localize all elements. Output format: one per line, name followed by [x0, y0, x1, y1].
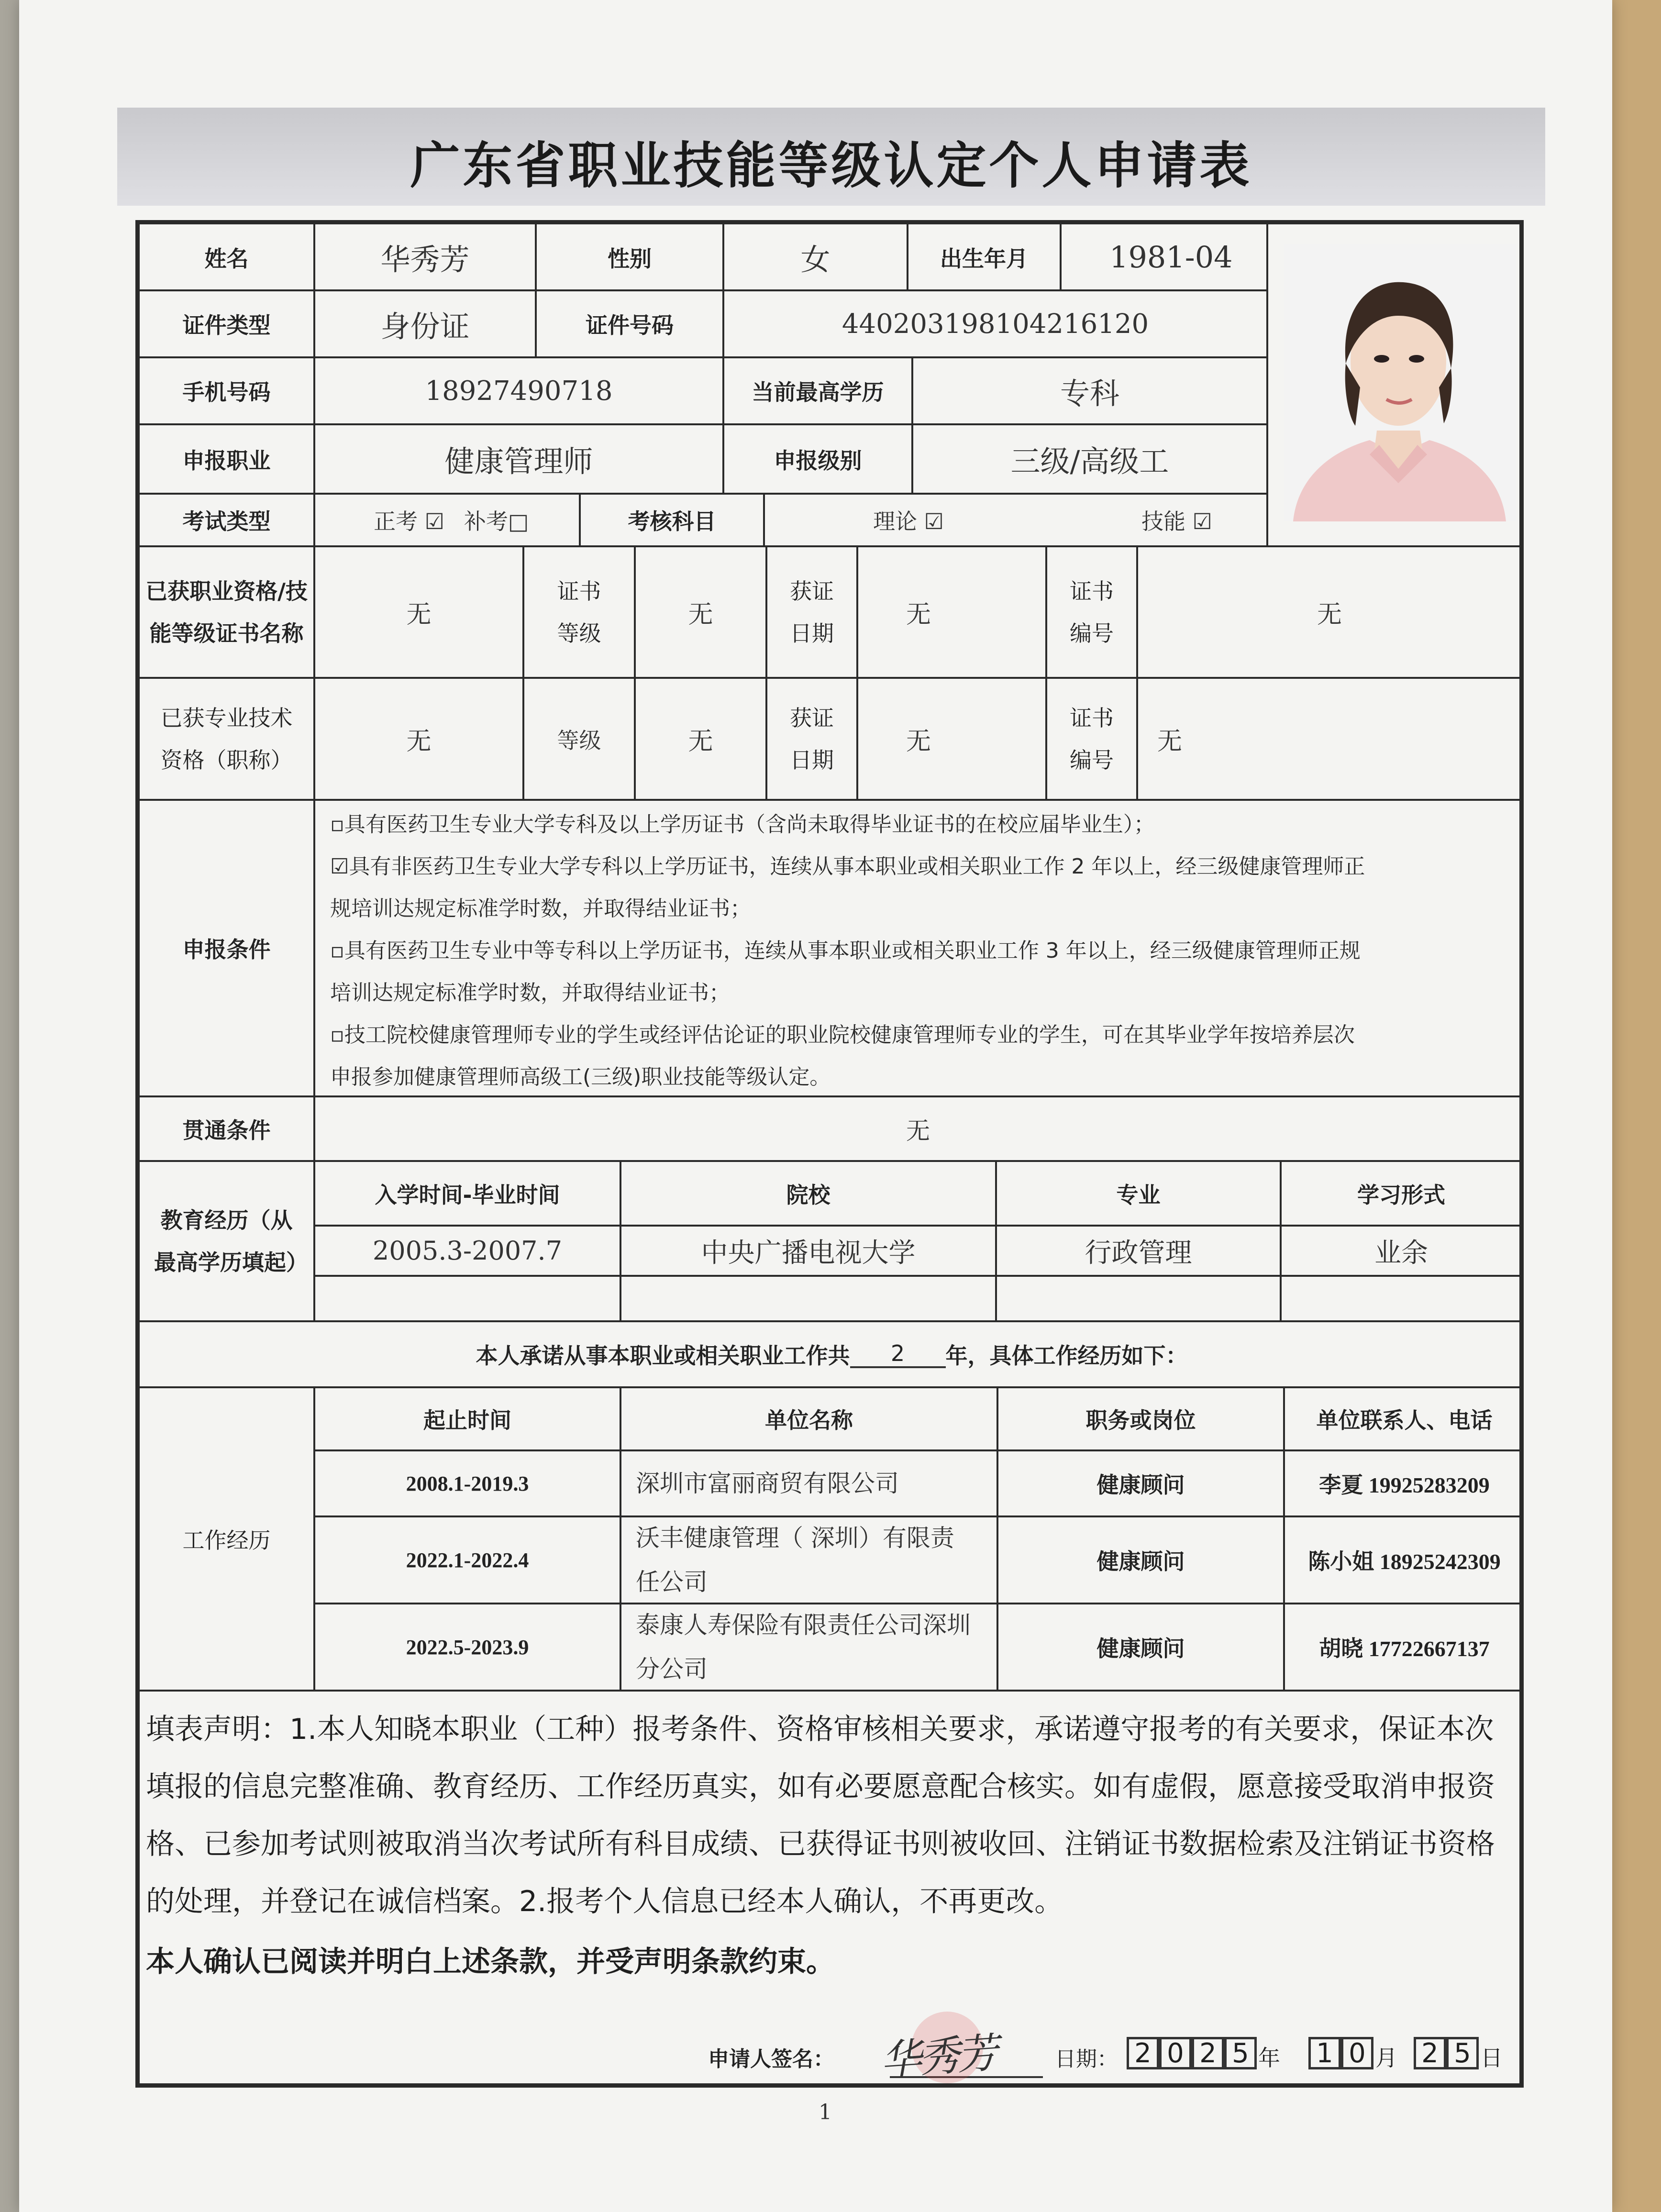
conditions-label: 申报条件: [182, 937, 271, 962]
level-value: 三级/高级工: [1010, 444, 1169, 479]
cert2-date-label: 获证日期: [790, 705, 834, 773]
edu-school: 中央广播电视大学: [701, 1237, 916, 1269]
conditions-list: [330, 804, 1521, 1098]
edu-period: 2005.3-2007.7: [372, 1236, 563, 1266]
form-title: 广东省职业技能等级认定个人申请表: [410, 136, 1252, 195]
condition-line: 申报参加健康管理师高级工(三级)职业技能等级认定。: [330, 1065, 831, 1089]
cert2-label: 已获专业技术资格（职称）: [160, 705, 293, 773]
date-year-digit: 0: [1159, 2037, 1192, 2069]
cert2-grade-value: 无: [688, 727, 713, 756]
work-promise: [140, 1322, 1524, 1386]
id-type-value: 身份证: [380, 309, 470, 344]
work-contact: 胡晓 17722667137: [1319, 1637, 1490, 1661]
name-value: 华秀芳: [380, 242, 470, 277]
company-line: 泰康人寿保险有限责任公司深圳: [636, 1611, 971, 1639]
subject-label: 考核科目: [628, 509, 716, 534]
occupation-label: 申报职业: [182, 447, 271, 474]
cert1-number-label: 证书编号: [1070, 578, 1114, 646]
education-label: 当前最高学历: [752, 379, 884, 405]
work-header-position: 职务或岗位: [1085, 1407, 1196, 1433]
condition-line: ▫具有医药卫生专业大学专科及以上学历证书（含尚未取得毕业证书的在校应届毕业生）；: [330, 812, 1155, 837]
level-label: 申报级别: [774, 447, 862, 474]
edu-header-school: 院校: [786, 1182, 830, 1208]
edu-header-major: 专业: [1116, 1182, 1161, 1208]
date-year-digit: 2: [1192, 2037, 1224, 2069]
day-char: 日: [1481, 2045, 1503, 2071]
birth-label: 出生年月: [940, 245, 1028, 272]
exam-makeup-checkbox[interactable]: 补考□: [464, 509, 529, 534]
education-value: 专科: [1060, 376, 1119, 411]
edu-mode: 业余: [1374, 1237, 1428, 1269]
grid-line: [313, 1275, 1524, 1277]
gender-value: 女: [800, 242, 830, 277]
signature-label: 申请人签名：: [708, 2047, 834, 2071]
date-year-digit: 5: [1224, 2037, 1257, 2069]
condition-line: 规培训达规定标准学时数，并取得结业证书；: [330, 896, 751, 921]
id-number-label: 证件号码: [586, 312, 674, 338]
work-company: [621, 1451, 997, 1515]
company-line: 分公司: [636, 1655, 708, 1683]
condition-line: ▫技工院校健康管理师专业的学生或经评估论证的职业院校健康管理师专业的学生，可在其毕业学年按培养层次: [330, 1023, 1355, 1047]
page-number: 1: [819, 2100, 832, 2124]
date-day-digit: 2: [1414, 2037, 1446, 2069]
work-company: [621, 1604, 997, 1690]
through-label: 贯通条件: [182, 1117, 271, 1143]
cert1-number-value: 无: [1317, 600, 1342, 629]
work-contact: 陈小姐 18925242309: [1308, 1549, 1501, 1574]
edu-header-mode: 学习形式: [1357, 1182, 1445, 1208]
occupation-value: 健康管理师: [444, 444, 593, 479]
promise-prefix: 本人承诺从事本职业或相关职业工作共: [476, 1343, 850, 1369]
work-company: [621, 1517, 997, 1603]
education-section-label: 教育经历（从最高学历填起）: [154, 1207, 308, 1275]
work-header-period: 起止时间: [423, 1407, 511, 1433]
condition-line: ▫具有医药卫生专业中等专科以上学历证书，连续从事本职业或相关职业工作 3 年以上，经三级健康管理师正规: [330, 939, 1361, 963]
work-period: 2008.1-2019.3: [406, 1471, 529, 1495]
work-period: 2022.5-2023.9: [406, 1635, 529, 1659]
name-label: 姓名: [204, 245, 249, 272]
gender-label: 性别: [608, 245, 652, 272]
condition-line: ☑具有非医药卫生专业大学专科以上学历证书，连续从事本职业或相关职业工作 2 年以上，经三级健康管理师正: [330, 854, 1365, 879]
cert2-date-value: 无: [906, 727, 931, 756]
date-year-digit: 2: [1127, 2037, 1159, 2069]
work-section-label: 工作经历: [182, 1527, 271, 1553]
promise-suffix: 年，具体工作经历如下：: [945, 1343, 1188, 1369]
birth-value: 1981-04: [1109, 240, 1233, 275]
phone-label: 手机号码: [182, 379, 271, 405]
id-number-value: 440203198104216120: [842, 308, 1149, 340]
id-type-label: 证件类型: [182, 312, 271, 338]
phone-value: 18927490718: [425, 375, 613, 407]
cert1-label: 已获职业资格/技能等级证书名称: [145, 578, 308, 646]
company-line: 沃丰健康管理（ 深圳）有限责: [636, 1524, 954, 1552]
edu-major: 行政管理: [1085, 1237, 1192, 1269]
skill-checkbox[interactable]: 技能 ☑: [1141, 509, 1212, 534]
cert1-name-value: 无: [406, 600, 432, 629]
month-char: 月: [1375, 2045, 1397, 2071]
cert2-name-value: 无: [406, 727, 432, 756]
declaration: [146, 1701, 1519, 1991]
work-position: 健康顾问: [1096, 1472, 1185, 1498]
date-month-digit: 1: [1308, 2037, 1341, 2069]
condition-line: 培训达规定标准学时数，并取得结业证书；: [330, 981, 730, 1005]
date-month-digit: 0: [1341, 2037, 1373, 2069]
grid-line: [140, 799, 1524, 801]
cert1-date-value: 无: [906, 600, 931, 629]
cert1-grade-value: 无: [688, 600, 713, 629]
exam-regular-checkbox[interactable]: 正考 ☑: [374, 509, 444, 534]
cert2-grade-label: 等级: [557, 727, 601, 753]
work-position: 健康顾问: [1096, 1548, 1185, 1574]
work-header-contact: 单位联系人、电话: [1316, 1407, 1493, 1433]
declaration-confirm: 本人确认已阅读并明白上述条款，并受声明条款约束。: [146, 1945, 835, 1979]
through-value: 无: [906, 1117, 930, 1145]
handwritten-signature: 华秀芳: [879, 2029, 997, 2085]
cert1-date-label: 获证日期: [790, 578, 834, 646]
year-char: 年: [1258, 2045, 1280, 2071]
theory-checkbox[interactable]: 理论 ☑: [873, 509, 944, 534]
work-position: 健康顾问: [1096, 1636, 1185, 1661]
work-contact: 李夏 19925283209: [1319, 1473, 1490, 1497]
edu-header-period: 入学时间-毕业时间: [375, 1182, 560, 1208]
date-label: 日期：: [1055, 2047, 1118, 2071]
date-day-digit: 5: [1446, 2037, 1479, 2069]
grid-line: [140, 1690, 1524, 1692]
cert2-number-value: 无: [1157, 727, 1183, 756]
company-line: 任公司: [636, 1568, 708, 1596]
work-period: 2022.1-2022.4: [406, 1548, 529, 1572]
cert1-grade-label: 证书等级: [557, 578, 601, 646]
company-line: 深圳市富丽商贸有限公司: [636, 1470, 899, 1497]
work-header-company: 单位名称: [765, 1407, 853, 1433]
promise-years: 2: [850, 1340, 946, 1368]
applicant-photo: [1284, 244, 1516, 521]
exam-type-label: 考试类型: [182, 509, 271, 534]
cert2-number-label: 证书编号: [1070, 705, 1114, 773]
declaration-text: 填表声明：1.本人知晓本职业（工种）报考条件、资格审核相关要求，承诺遵守报考的有关要求，保证本次填报的信息完整准确、教育经历、工作经历真实，如有必要愿意配合核实。如有虚假，愿意接受取消申报资格、已参加考试则被取消当次考试所有科目成绩、已获得证书则被收回、注销证书数据检索及注销证书资格的处理，并登记在诚信档案。2.报考个人信息已经本人确认，不再更改。: [146, 1713, 1495, 1918]
